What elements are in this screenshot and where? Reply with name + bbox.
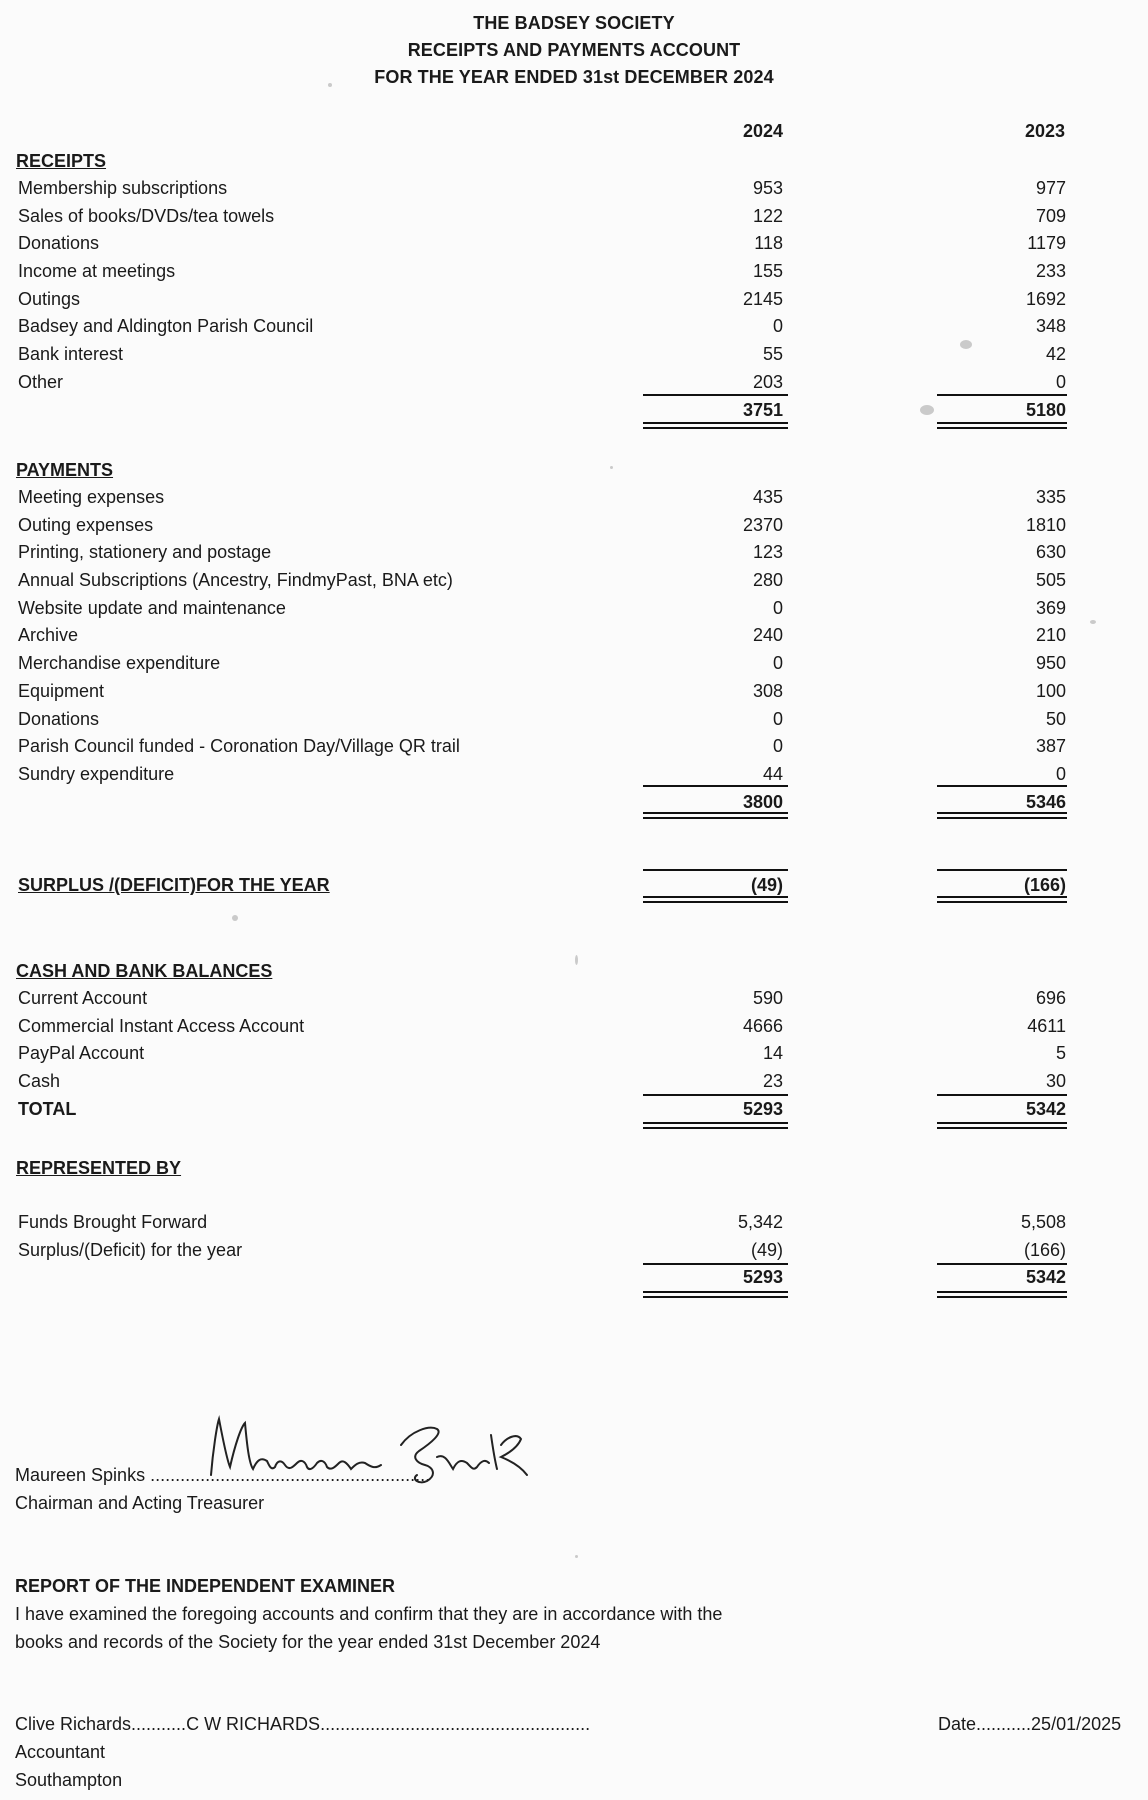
payments-section — [16, 456, 1126, 816]
rule-payments-2023-top — [937, 785, 1067, 787]
represented-total-row — [16, 1264, 1126, 1292]
scan-speck — [575, 1555, 578, 1558]
date-label: Date — [938, 1714, 977, 1734]
row-label: Annual Subscriptions (Ancestry, FindmyPast, BNA etc) — [18, 570, 453, 591]
row-value-2024: 435 — [752, 487, 783, 507]
row-value-2024: 122 — [752, 205, 783, 226]
row-value-2023: 210 — [1035, 625, 1066, 646]
receipts-total-2024: 3751 — [742, 399, 783, 420]
examiner-dots-1: ........... — [131, 1714, 187, 1734]
row-value-2024: 0 — [772, 708, 783, 729]
represented-title: REPRESENTED BY — [16, 1158, 182, 1178]
rule-receipts-2024-bottom — [643, 422, 788, 429]
row-value-2024: 240 — [752, 625, 783, 646]
row-value-2023: 0 — [1055, 371, 1066, 392]
row-label: Archive — [18, 625, 79, 646]
rule-surplus-2023-top — [937, 869, 1067, 871]
rule-balances-2023-top — [937, 1094, 1067, 1096]
rule-represented-2024-bottom — [643, 1291, 788, 1298]
row-label: Commercial Instant Access Account — [18, 1015, 305, 1036]
row-value-2024: 23 — [762, 1071, 783, 1092]
row-value-2023: 387 — [1035, 736, 1066, 757]
examiner-title: Accountant — [15, 1742, 106, 1762]
report-line-1: I have examined the foregoing accounts and confirm that they are in accordance with the — [15, 1604, 723, 1624]
signatory-name: Maureen Spinks — [15, 1465, 146, 1485]
row-label: Outing expenses — [18, 514, 154, 535]
row-value-2023: 335 — [1035, 487, 1066, 507]
row-value-2023: 369 — [1035, 597, 1066, 618]
table-row — [16, 650, 1126, 678]
rule-receipts-2024-top — [643, 394, 788, 396]
signatory-dots: ........................................................ — [150, 1465, 431, 1485]
scan-speck — [610, 466, 613, 469]
date-value: 25/01/2025 — [1031, 1714, 1122, 1734]
row-label: Merchandise expenditure — [18, 653, 221, 674]
table-row — [16, 484, 1126, 512]
row-value-2023: 42 — [1045, 344, 1066, 365]
document-period: FOR THE YEAR ENDED 31st DECEMBER 2024 — [374, 67, 774, 87]
row-label: Website update and maintenance — [18, 597, 286, 618]
row-value-2024: 14 — [762, 1043, 783, 1064]
row-label: PayPal Account — [18, 1043, 145, 1064]
surplus-2023: (166) — [1023, 875, 1066, 895]
row-value-2023: 233 — [1035, 261, 1066, 282]
receipts-section — [16, 147, 1126, 424]
examiner-sign: C W RICHARDS — [186, 1714, 321, 1734]
rule-represented-2023-top — [937, 1263, 1067, 1265]
report-line-2: books and records of the Society for the year ended 31st December 2024 — [15, 1632, 601, 1652]
row-label: Donations — [18, 233, 100, 254]
row-value-2024: 953 — [752, 178, 783, 198]
table-row — [16, 1068, 1126, 1096]
report-title: REPORT OF THE INDEPENDENT EXAMINER — [15, 1576, 396, 1596]
row-value-2023: 5,508 — [1020, 1212, 1066, 1232]
table-row — [16, 369, 1126, 397]
row-value-2023: 977 — [1035, 178, 1066, 198]
row-value-2023: (166) — [1023, 1239, 1066, 1260]
table-row — [16, 567, 1126, 595]
row-value-2024: 0 — [772, 653, 783, 674]
table-row — [16, 230, 1126, 258]
document-header — [0, 10, 1148, 91]
row-value-2024: 0 — [772, 597, 783, 618]
rule-represented-2023-bottom — [937, 1291, 1067, 1298]
rule-represented-2024-top — [643, 1263, 788, 1265]
table-row — [16, 286, 1126, 314]
row-value-2024: 123 — [752, 542, 783, 563]
represented-total-2024: 5293 — [742, 1267, 783, 1288]
balances-total-label: TOTAL — [18, 1098, 77, 1119]
scan-speck — [328, 83, 332, 87]
table-row — [16, 258, 1126, 286]
handwritten-signature — [205, 1405, 535, 1485]
row-label: Sales of books/DVDs/tea towels — [18, 205, 275, 226]
row-value-2023: 5 — [1055, 1043, 1066, 1064]
table-row — [16, 706, 1126, 734]
row-value-2023: 1179 — [1027, 233, 1066, 254]
examiner-dots-2: ...................................................... — [320, 1714, 591, 1734]
rule-receipts-2023-bottom — [937, 422, 1067, 429]
table-row — [16, 1237, 1126, 1265]
table-row — [16, 733, 1126, 761]
rule-balances-2023-bottom — [937, 1122, 1067, 1129]
row-value-2023: 348 — [1035, 316, 1066, 337]
year-header-previous: 2023 — [1024, 121, 1065, 141]
row-value-2023: 4611 — [1027, 1015, 1066, 1036]
row-label: Membership subscriptions — [18, 178, 228, 198]
row-value-2023: 709 — [1035, 205, 1066, 226]
row-value-2024: 118 — [754, 233, 783, 254]
table-row — [16, 539, 1126, 567]
row-value-2024: 280 — [752, 570, 783, 591]
scan-speck — [1090, 620, 1096, 624]
row-label: Other — [18, 371, 64, 392]
row-value-2024: 0 — [772, 736, 783, 757]
table-row — [16, 1040, 1126, 1068]
examiner-place: Southampton — [15, 1770, 123, 1790]
rule-receipts-2023-top — [937, 394, 1067, 396]
table-row — [16, 313, 1126, 341]
row-value-2024: 590 — [752, 988, 783, 1008]
row-label: Sundry expenditure — [18, 763, 175, 784]
row-value-2024: 4666 — [742, 1015, 783, 1036]
row-label: Funds Brought Forward — [18, 1212, 208, 1232]
rule-balances-2024-top — [643, 1094, 788, 1096]
row-value-2023: 30 — [1045, 1071, 1066, 1092]
row-label: Income at meetings — [18, 261, 176, 282]
row-value-2024: 308 — [752, 680, 783, 701]
balances-total-row — [16, 1096, 1126, 1124]
table-row — [16, 175, 1126, 203]
represented-total-2023: 5342 — [1025, 1267, 1066, 1288]
document-title: RECEIPTS AND PAYMENTS ACCOUNT — [407, 40, 741, 60]
payments-total-2024: 3800 — [742, 791, 783, 812]
row-value-2024: 44 — [762, 763, 783, 784]
row-label: Parish Council funded - Coronation Day/Village QR trail — [18, 736, 460, 757]
receipts-title: RECEIPTS — [16, 151, 107, 171]
scan-speck — [920, 405, 934, 415]
table-row — [16, 1209, 1126, 1237]
balances-title: CASH AND BANK BALANCES — [16, 961, 273, 981]
scan-speck — [960, 340, 972, 349]
table-row — [16, 985, 1126, 1013]
surplus-2024: (49) — [750, 875, 783, 895]
scan-speck — [232, 915, 238, 921]
examiner-name: Clive Richards — [15, 1714, 132, 1734]
row-value-2024: 155 — [752, 261, 783, 282]
receipts-total-2023: 5180 — [1025, 399, 1066, 420]
surplus-title: SURPLUS /(DEFICIT)FOR THE YEAR — [18, 875, 330, 895]
row-value-2024: 0 — [772, 316, 783, 337]
row-label: Meeting expenses — [18, 487, 165, 507]
row-label: Printing, stationery and postage — [18, 542, 272, 563]
payments-title: PAYMENTS — [16, 460, 114, 480]
row-label: Surplus/(Deficit) for the year — [18, 1239, 243, 1260]
row-value-2023: 950 — [1035, 653, 1066, 674]
row-label: Outings — [18, 288, 81, 309]
row-value-2023: 50 — [1045, 708, 1066, 729]
row-value-2024: 2370 — [742, 514, 783, 535]
rule-surplus-2024-top — [643, 869, 788, 871]
balances-total-2023: 5342 — [1025, 1098, 1066, 1119]
table-row — [16, 512, 1126, 540]
row-value-2023: 630 — [1035, 542, 1066, 563]
table-row — [16, 1013, 1126, 1041]
row-label: Donations — [18, 708, 100, 729]
payments-total-2023: 5346 — [1025, 791, 1066, 812]
scan-speck — [575, 955, 578, 965]
represented-section — [16, 1209, 1126, 1292]
row-value-2023: 696 — [1035, 988, 1066, 1008]
row-value-2024: 5,342 — [737, 1212, 783, 1232]
row-value-2024: 2145 — [742, 288, 783, 309]
represented-title-wrap — [16, 1154, 1126, 1182]
year-header-current: 2024 — [742, 121, 783, 141]
row-value-2023: 0 — [1055, 763, 1066, 784]
rule-payments-2024-bottom — [643, 812, 788, 819]
row-value-2023: 1810 — [1025, 514, 1066, 535]
row-value-2024: 55 — [762, 344, 783, 365]
date-field — [938, 1710, 1121, 1738]
table-row — [16, 203, 1126, 231]
rule-payments-2023-bottom — [937, 812, 1067, 819]
date-dots: ........... — [976, 1714, 1032, 1734]
row-label: Cash — [18, 1071, 61, 1092]
table-row — [16, 622, 1126, 650]
examiner-report — [15, 1572, 815, 1656]
table-row — [16, 678, 1126, 706]
rule-surplus-2024-bottom — [643, 896, 788, 903]
society-name: THE BADSEY SOCIETY — [473, 13, 675, 33]
rule-balances-2024-bottom — [643, 1122, 788, 1129]
row-value-2023: 100 — [1035, 680, 1066, 701]
row-value-2023: 1692 — [1025, 288, 1066, 309]
rule-payments-2024-top — [643, 785, 788, 787]
examiner-block — [15, 1710, 590, 1794]
balances-total-2024: 5293 — [742, 1098, 783, 1119]
row-value-2023: 505 — [1035, 570, 1066, 591]
signatory-role: Chairman and Acting Treasurer — [15, 1493, 265, 1513]
row-value-2024: (49) — [750, 1239, 783, 1260]
row-label: Equipment — [18, 680, 105, 701]
balances-section — [16, 957, 1126, 1123]
rule-surplus-2023-bottom — [937, 896, 1067, 903]
table-row — [16, 595, 1126, 623]
row-label: Current Account — [18, 988, 148, 1008]
row-label: Badsey and Aldington Parish Council — [18, 316, 314, 337]
row-value-2024: 203 — [752, 371, 783, 392]
row-label: Bank interest — [18, 344, 124, 365]
receipts-total-row — [16, 397, 1126, 425]
